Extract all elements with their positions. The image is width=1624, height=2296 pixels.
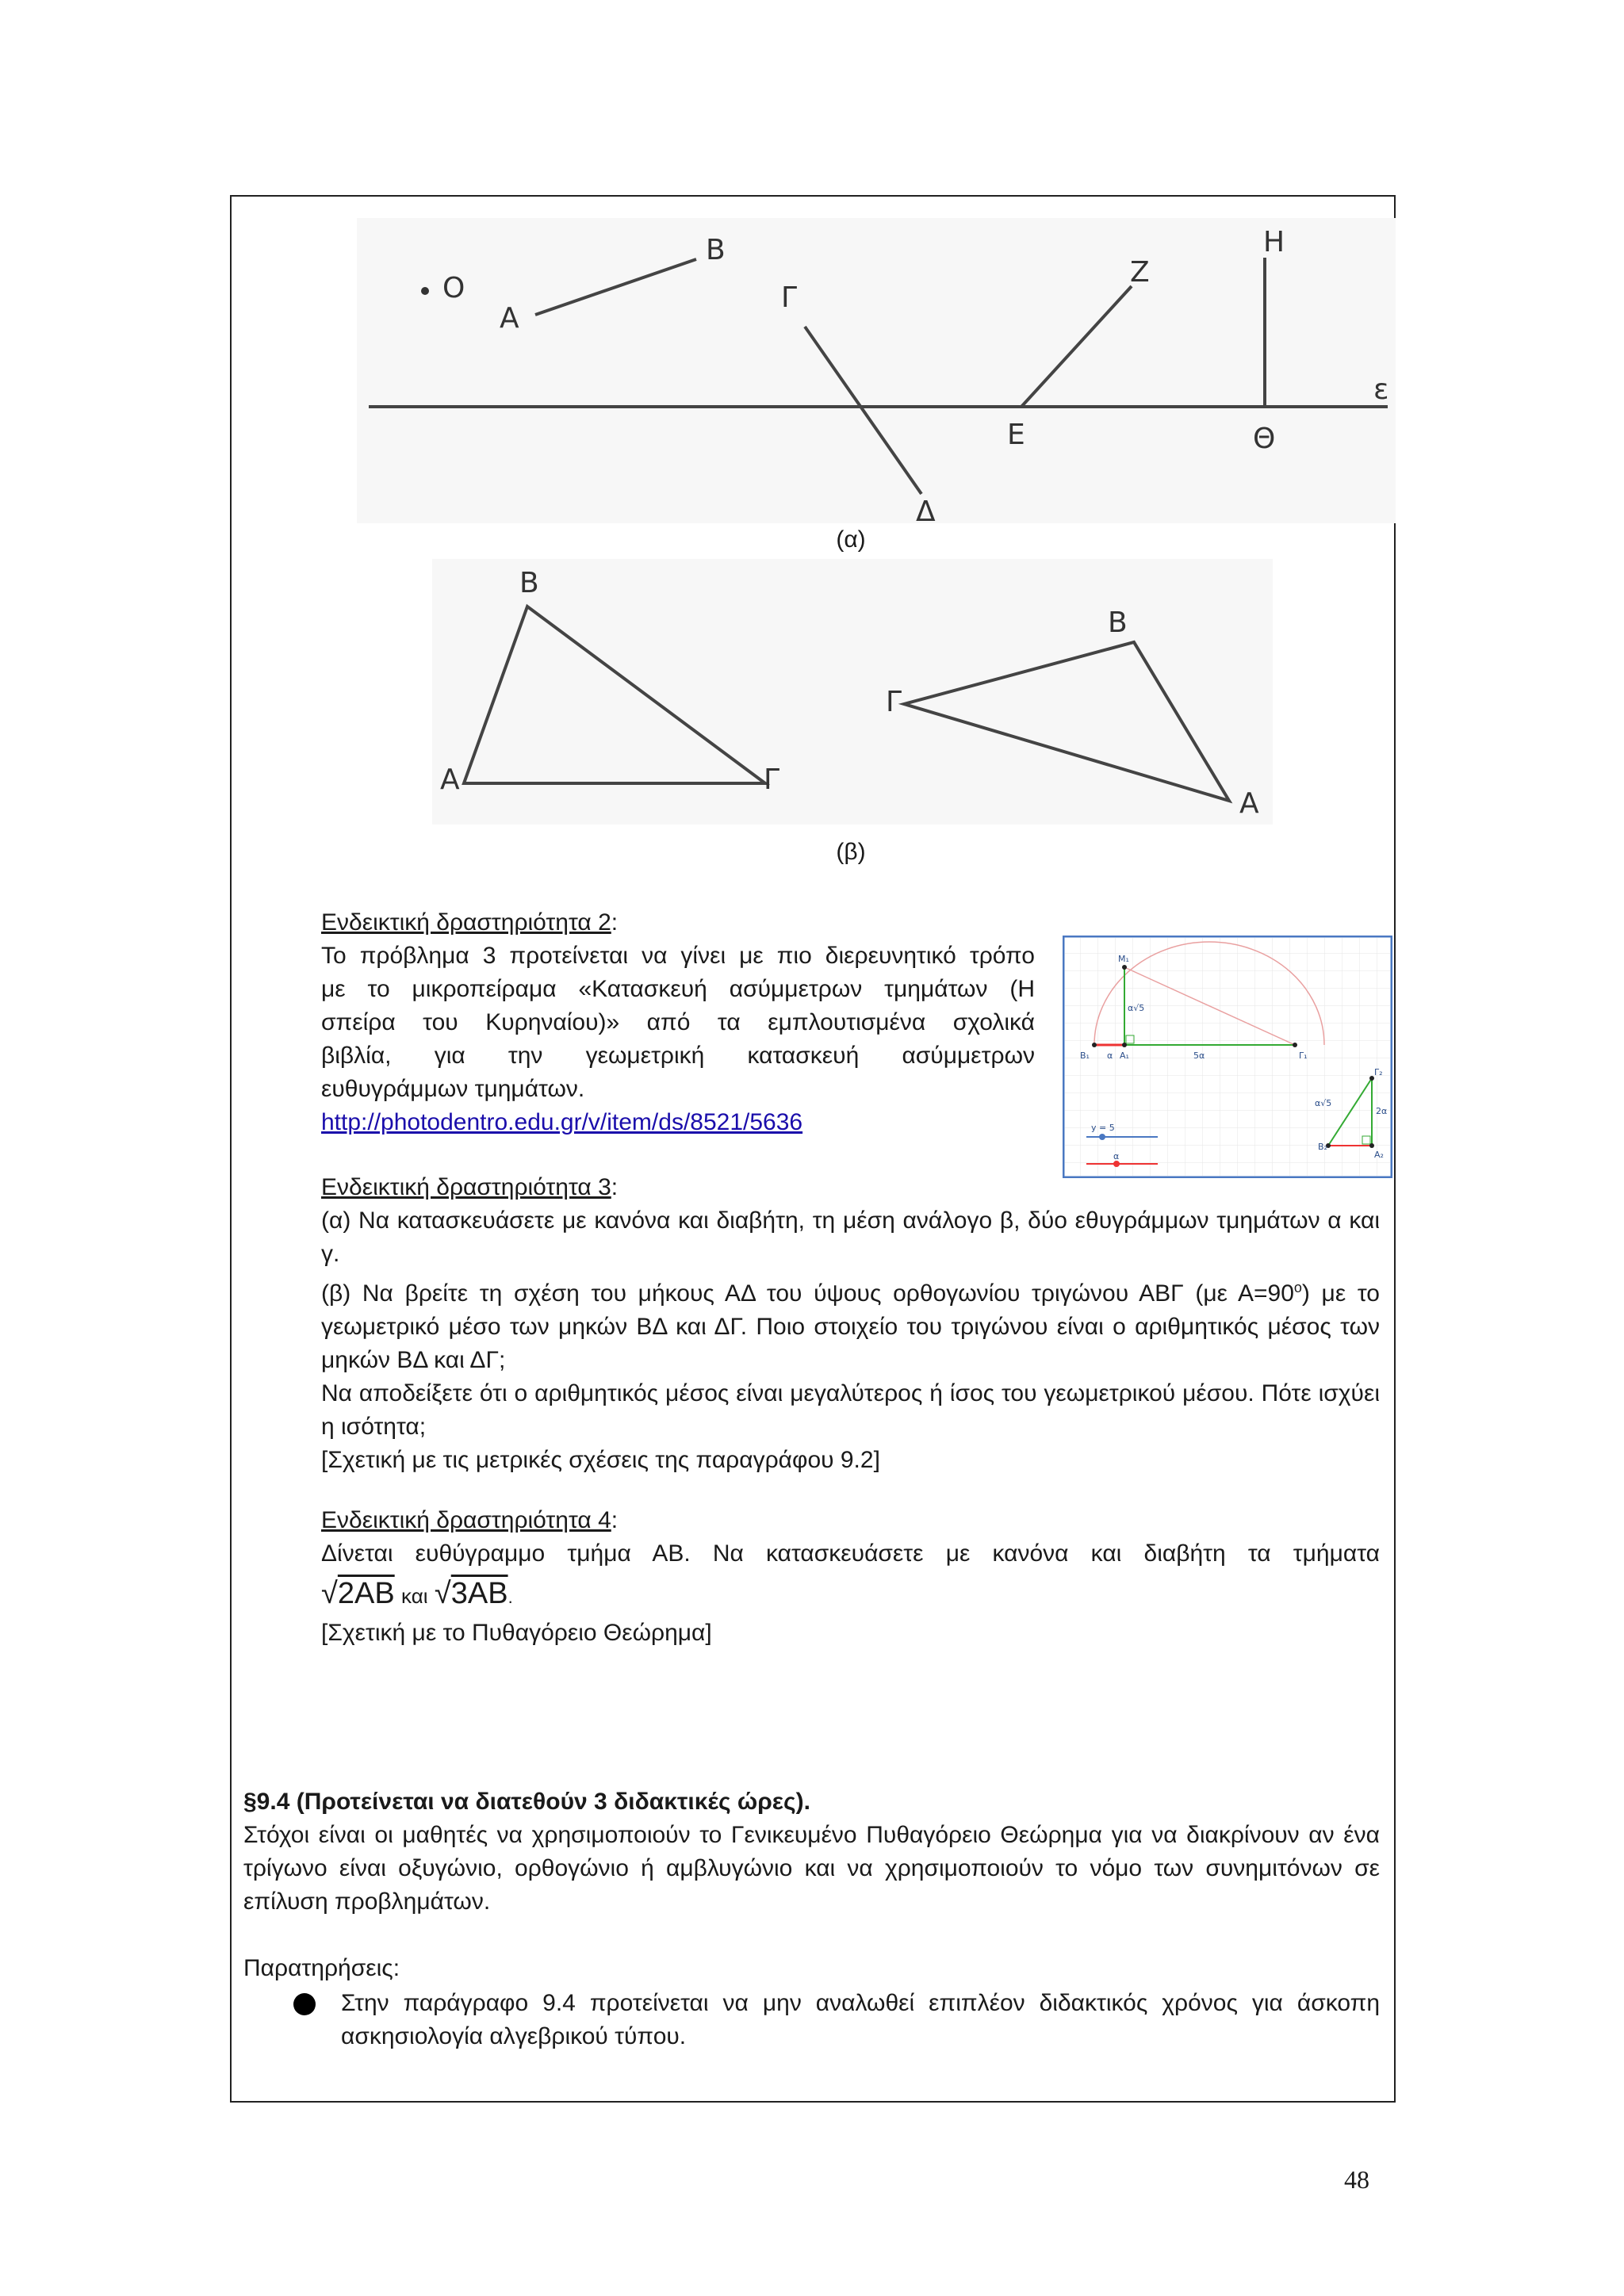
applet-label-g1: Γ₁: [1299, 1050, 1308, 1061]
activity-3-part-b: [321, 1271, 1380, 1377]
activity-3-reference: [Σχετική με τις μετρικές σχέσεις της παραγράφου 9.2]: [321, 1447, 880, 1473]
page-number: 48: [1344, 2165, 1369, 2194]
sqrt-2ab: [321, 1577, 395, 1610]
applet-label-b1: B₁: [1080, 1050, 1090, 1061]
degree-symbol: ο: [1293, 1280, 1302, 1295]
label-z: Z: [1130, 256, 1150, 289]
label-right-gamma: Γ: [886, 686, 902, 718]
label-left-b: B: [519, 567, 539, 599]
applet-label-a2: A₂: [1374, 1150, 1384, 1160]
sqrt-sign-2: √: [434, 1577, 451, 1610]
label-h: H: [1263, 226, 1285, 258]
activity-2: [321, 906, 1035, 1139]
activity-2-line-1: Το πρόβλημα 3 προτείνεται να γίνει με πιο διερευνητικό τρόπο: [321, 943, 1035, 969]
activity-4-heading: Ενδεικτική δραστηριότητα 4: [321, 1507, 611, 1533]
activity-4-colon: :: [611, 1507, 619, 1533]
sqrt-3ab: [435, 1577, 508, 1610]
applet-label-5a: 5α: [1193, 1050, 1205, 1061]
activity-3-prove: Να αποδείξετε ότι ο αριθμητικός μέσος είναι μεγαλύτερος ή ίσος του γεωμετρικού μέσου. Πότε ισχύει η ισότητα;: [321, 1380, 1380, 1440]
activity-3-part-a: (α) Να κατασκευάσετε με κανόνα και διαβήτη, τη μέση ανάλογο β, δύο εθυγράμμων τμημάτων α και γ.: [321, 1207, 1380, 1267]
label-b: B: [706, 234, 726, 266]
applet-label-2a: 2α: [1376, 1106, 1388, 1116]
figure-b-drawing: [432, 559, 1273, 828]
radicand-3ab: 3AB: [450, 1577, 508, 1610]
applet-label-a-small: α: [1107, 1050, 1113, 1061]
activity-2-heading: Ενδεικτική δραστηριότητα 2: [321, 909, 611, 936]
figure-a: [357, 218, 1396, 527]
applet-screenshot: [1063, 936, 1392, 1178]
activity-4-math-line: [321, 1571, 1380, 1617]
point-o: [421, 287, 429, 295]
label-e: E: [1007, 419, 1025, 451]
activity-2-line-5: ευθυγράμμων τμημάτων.: [321, 1076, 585, 1102]
applet-label-alpha: α: [1113, 1151, 1120, 1161]
label-delta: Δ: [916, 496, 936, 527]
label-epsilon: ε: [1373, 373, 1389, 406]
and-word: και: [401, 1584, 428, 1608]
activity-3-heading: Ενδεικτική δραστηριότητα 3: [321, 1174, 611, 1200]
label-right-b: B: [1108, 607, 1128, 639]
photodentro-link[interactable]: http://photodentro.edu.gr/v/item/ds/8521/5636: [321, 1109, 803, 1135]
activity-3-colon: :: [611, 1174, 619, 1200]
section-9-4: [243, 1785, 1380, 1985]
applet-label-b2: B₂: [1318, 1142, 1327, 1152]
remark-bullet-text: Στην παράγραφο 9.4 προτείνεται να μην αναλωθεί επιπλέον διδακτικός χρόνος για άσκοπη ασκησιολογία αλγεβρικού τύπου.: [341, 1990, 1380, 2049]
activity-4: [321, 1504, 1380, 1650]
bullet-icon: [293, 1993, 316, 2015]
activity-2-colon: :: [611, 909, 619, 936]
section-9-4-title: §9.4 (Προτείνεται να διατεθούν 3 διδακτικές ώρες).: [243, 1789, 810, 1815]
applet-label-a1: A₁: [1120, 1050, 1129, 1061]
activity-3: [321, 1171, 1380, 1477]
applet-slider-label: y = 5: [1091, 1123, 1115, 1133]
figure-b-caption: (β): [836, 839, 866, 865]
activity-3-part-b-post: ) με το γεωμετρικό μέσο των μηκών ΒΔ και ΔΓ. Ποιο στοιχείο του τριγώνου είναι ο αριθμητικός μέσος των μηκών ΒΔ και ΔΓ;: [321, 1280, 1380, 1373]
section-9-4-text: Στόχοι είναι οι μαθητές να χρησιμοποιούν το Γενικευμένο Πυθαγόρειο Θεώρημα για να διακρίνουν αν ένα τρίγωνο είναι οξυγώνιο, ορθογώνιο ή αμβλυγώνιο και να χρησιμοποιούν το νόμο των συνημιτόνων σε επίλυση προβλημάτων.: [243, 1822, 1380, 1915]
applet-label-a-sqrt5: α√5: [1128, 1003, 1145, 1013]
activity-2-line-2: με το μικροπείραμα «Κατασκευή ασύμμετρων τμημάτων (Η: [321, 976, 1035, 1002]
activity-2-line-3: σπείρα του Κυρηναίου)» από τα εμπλουτισμένα σχολικά: [321, 1009, 1035, 1035]
radicand-2ab: 2AB: [337, 1577, 395, 1610]
activity-4-reference: [Σχετική με το Πυθαγόρειο Θεώρημα]: [321, 1620, 712, 1646]
label-o: O: [442, 272, 465, 304]
applet-label-g2: Γ₂: [1374, 1067, 1383, 1077]
label-theta: Θ: [1253, 423, 1276, 455]
label-a: A: [500, 302, 519, 335]
remarks-label: Παρατηρήσεις:: [243, 1955, 400, 1981]
label-left-gamma: Γ: [764, 763, 780, 796]
label-left-a: A: [440, 763, 460, 796]
applet-drawing: [1063, 936, 1392, 1178]
activity-2-line-4: βιβλία, για την γεωμετρική κατασκευή ασύμμετρων: [321, 1043, 1035, 1069]
applet-label-m1: M₁: [1118, 954, 1129, 964]
label-gamma: Γ: [781, 281, 798, 314]
figure-a-caption: (α): [836, 526, 866, 553]
sqrt-sign-1: √: [321, 1577, 338, 1610]
activity-3-part-b-pre: (β) Να βρείτε τη σχέση του μήκους ΑΔ του ύψους ορθογωνίου τριγώνου ΑΒΓ (με Α=90: [321, 1280, 1294, 1307]
label-right-a: A: [1239, 787, 1259, 820]
figure-b: [432, 559, 1273, 828]
math-period: .: [508, 1587, 513, 1607]
figure-a-drawing: [357, 218, 1396, 527]
activity-4-text: Δίνεται ευθύγραμμο τμήμα ΑΒ. Να κατασκευάσετε με κανόνα και διαβήτη τα τμήματα: [321, 1540, 1380, 1567]
applet-label-a-sqrt5-b: α√5: [1315, 1098, 1332, 1108]
